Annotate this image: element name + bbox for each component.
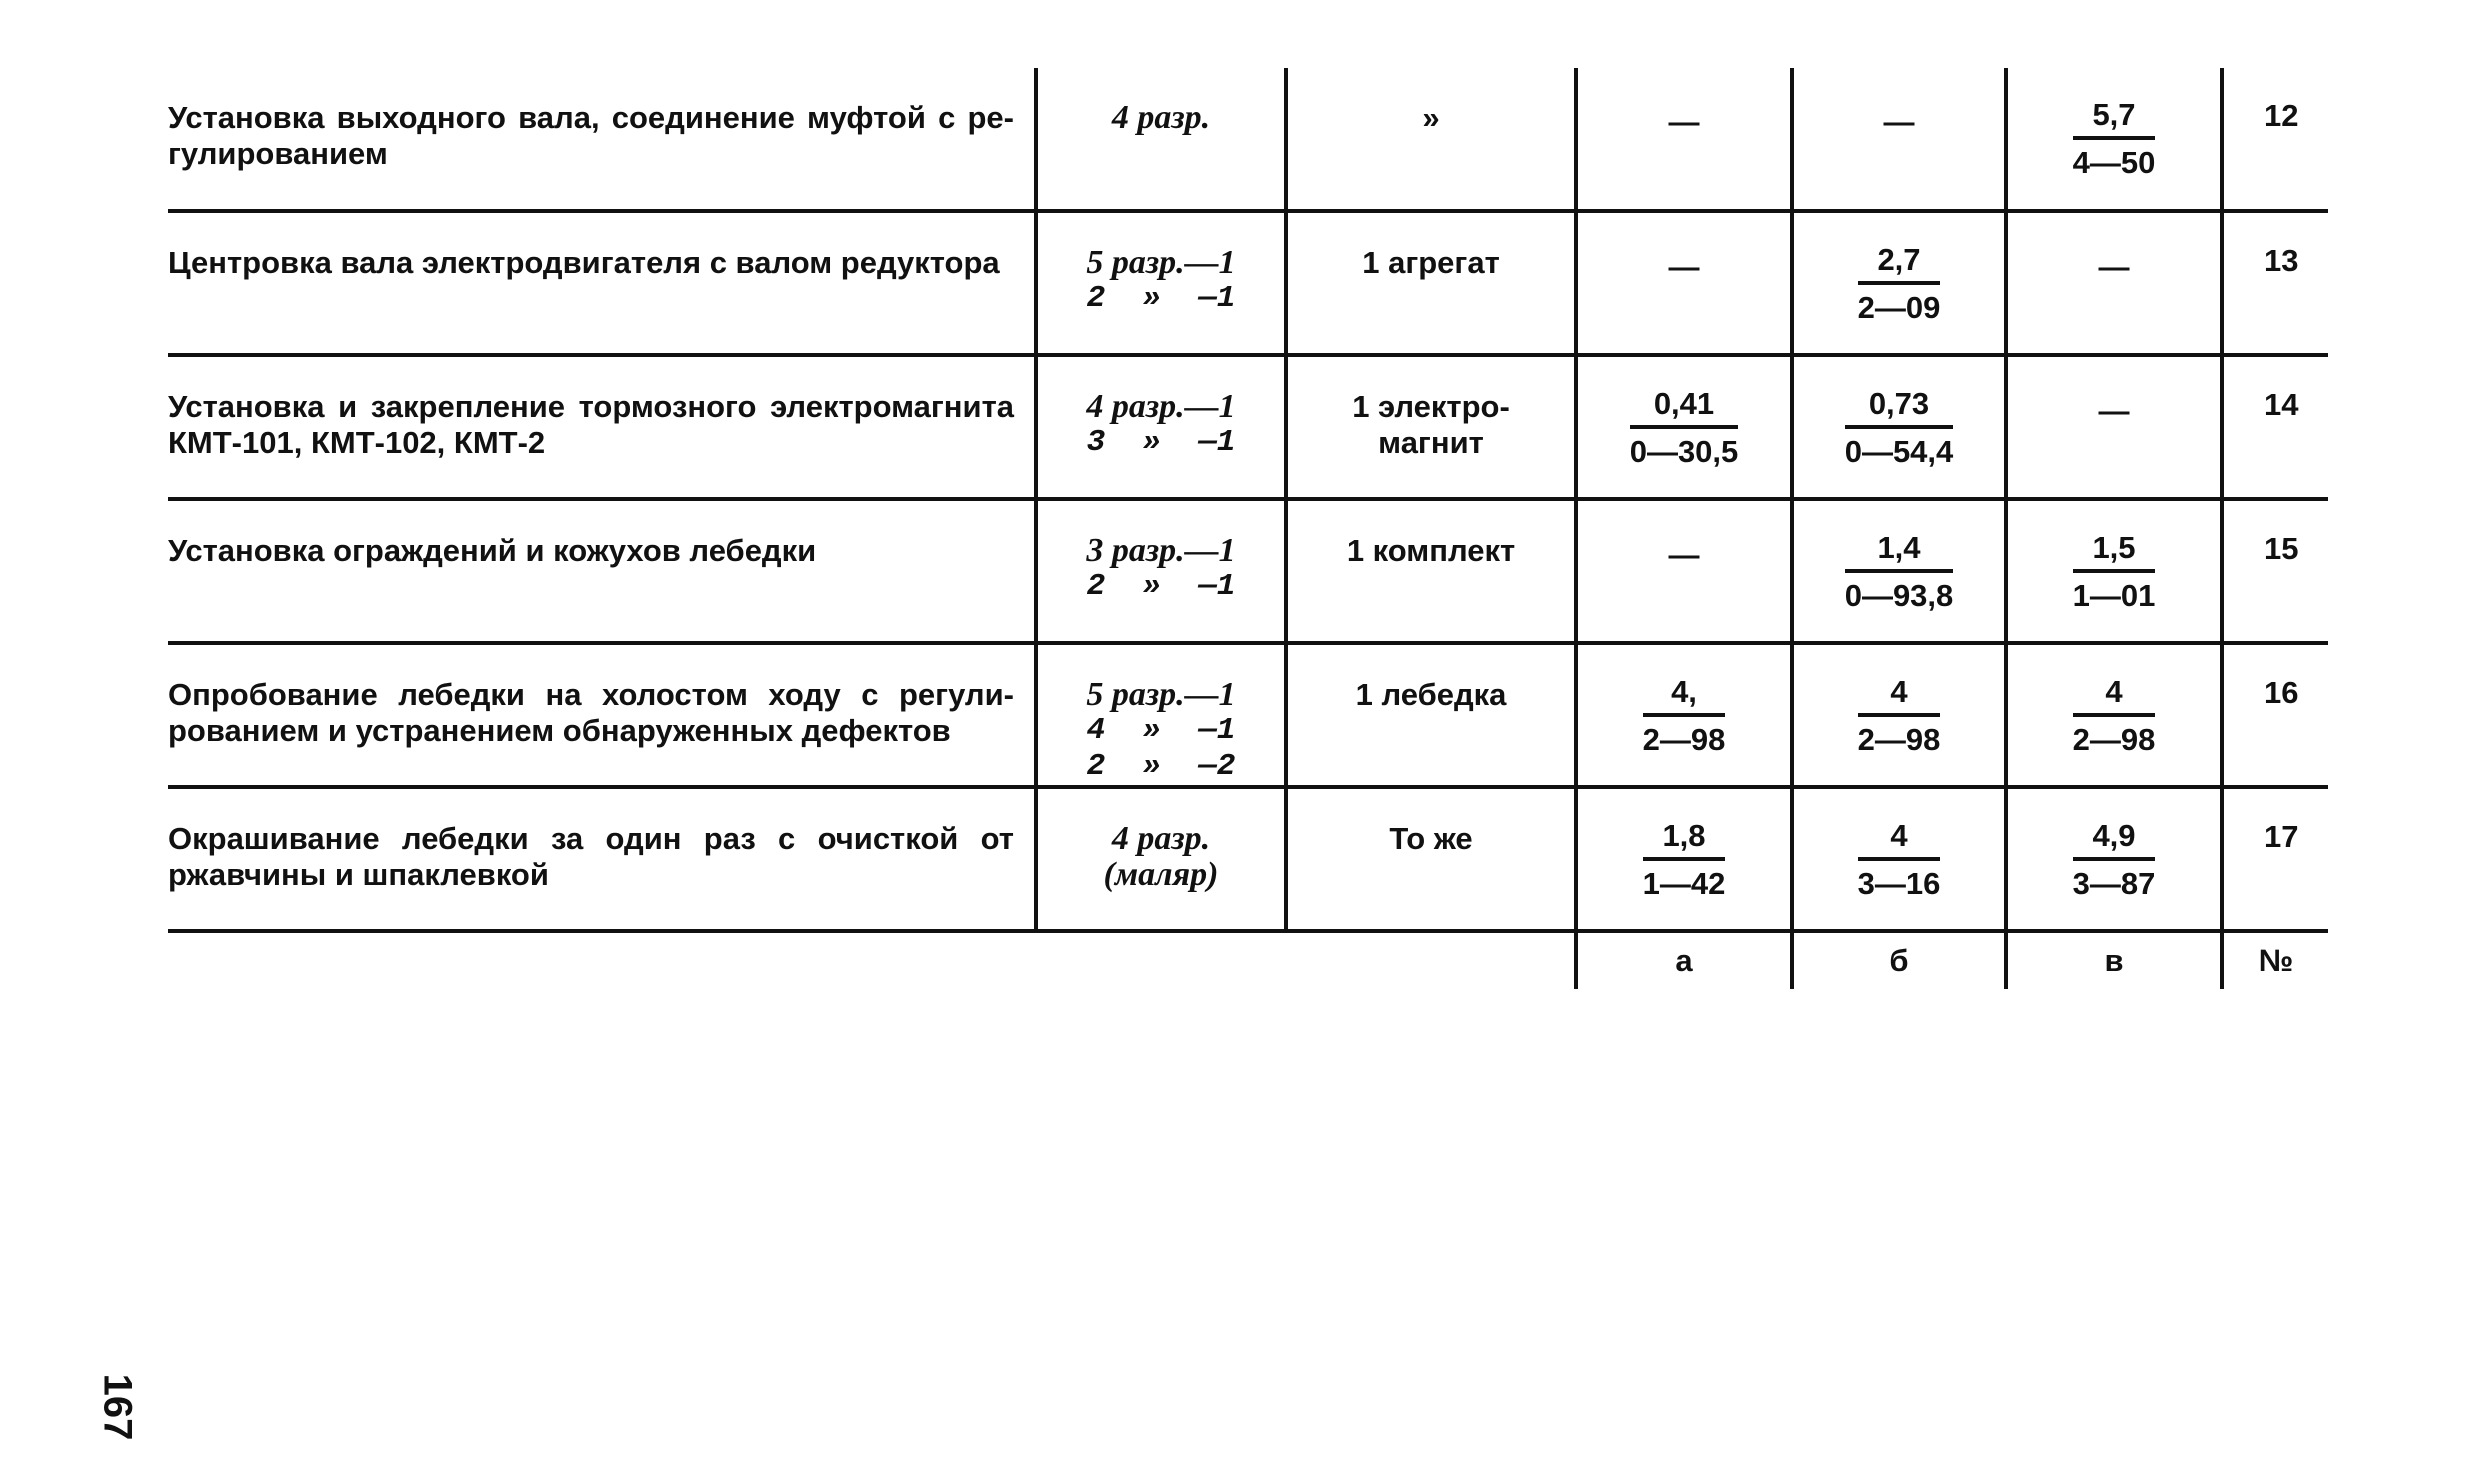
value-cell-a <box>1574 501 1790 641</box>
worker-grade-cell <box>1034 68 1284 209</box>
column-letters-row <box>168 933 2328 989</box>
table-row <box>168 645 2328 789</box>
norm-fraction <box>1630 387 1739 469</box>
worker-grade-cell <box>1034 789 1284 929</box>
norm-fraction <box>1858 819 1941 901</box>
measurement-unit: 1 комплект <box>1284 501 1574 641</box>
page-number <box>92 1362 142 1452</box>
norm-fraction <box>2073 98 2156 180</box>
empty-value-dash: — <box>2098 393 2130 428</box>
worker-grade-line: 3 » —1 <box>1086 425 1236 460</box>
price-value: 3—16 <box>1857 866 1941 901</box>
time-norm-value: 1,5 <box>2073 531 2156 573</box>
value-cell-b <box>1790 501 2004 641</box>
table-body <box>168 68 2328 933</box>
measurement-unit: 1 агрегат <box>1284 213 1574 353</box>
row-number: 13 <box>2220 213 2328 353</box>
work-description: Окрашивание лебедки за один раз с очисткой от ржавчины и шпаклевкой <box>168 821 1014 892</box>
worker-grade-line: 2 » —2 <box>1086 749 1236 784</box>
value-cell-b <box>1790 789 2004 929</box>
measurement-unit: 1 лебедка <box>1284 645 1574 785</box>
value-cell-v <box>2004 213 2220 353</box>
time-norm-value: 4, <box>1643 675 1726 717</box>
time-norm-value: 4 <box>1858 675 1941 717</box>
worker-grade-line: 4 разр. <box>1111 820 1211 857</box>
empty-value-dash: — <box>1883 104 1915 139</box>
price-value: 2—98 <box>1642 722 1726 757</box>
worker-grade-line: 5 разр.—1 <box>1086 676 1236 713</box>
value-cell-v <box>2004 645 2220 785</box>
empty-value-dash: — <box>1668 537 1700 572</box>
table-row <box>168 357 2328 501</box>
table-row <box>168 68 2328 213</box>
time-norm-value: 4,9 <box>2073 819 2156 861</box>
norm-fraction <box>1643 819 1726 901</box>
norm-fraction <box>2073 531 2156 613</box>
price-value: 3—87 <box>2072 866 2156 901</box>
value-cell-a <box>1574 357 1790 497</box>
row-number: 17 <box>2220 789 2328 929</box>
worker-grade-cell <box>1034 501 1284 641</box>
price-value: 0—54,4 <box>1844 434 1954 469</box>
price-value: 4—50 <box>2072 145 2156 180</box>
norm-table <box>168 68 2328 989</box>
value-cell-a <box>1574 645 1790 785</box>
row-number: 15 <box>2220 501 2328 641</box>
norm-fraction <box>1858 243 1941 325</box>
table-row <box>168 789 2328 933</box>
empty-value-dash: — <box>1668 104 1700 139</box>
value-cell-b <box>1790 68 2004 209</box>
table-row <box>168 501 2328 645</box>
norm-fraction <box>2073 675 2156 757</box>
norm-fraction <box>1845 531 1954 613</box>
value-cell-a <box>1574 213 1790 353</box>
value-cell-b <box>1790 357 2004 497</box>
column-letter-v: в <box>2004 933 2220 989</box>
value-cell-a <box>1574 789 1790 929</box>
column-number-sign: № <box>2220 933 2328 989</box>
norm-fraction <box>1845 387 1954 469</box>
price-value: 0—93,8 <box>1844 578 1954 613</box>
value-cell-v <box>2004 501 2220 641</box>
footer-spacer <box>168 933 1574 989</box>
column-letter-a: а <box>1574 933 1790 989</box>
work-description: Опробование лебедки на холостом ходу с регулированием и устранением обнаруженных дефектов <box>168 677 1014 748</box>
price-value: 2—98 <box>1857 722 1941 757</box>
time-norm-value: 5,7 <box>2073 98 2156 140</box>
worker-grade-line: 3 разр.—1 <box>1086 532 1236 569</box>
norm-fraction <box>2073 819 2156 901</box>
worker-grade-cell <box>1034 357 1284 497</box>
norm-fraction <box>1858 675 1941 757</box>
time-norm-value: 1,8 <box>1643 819 1726 861</box>
row-number: 14 <box>2220 357 2328 497</box>
worker-grade-cell <box>1034 213 1284 353</box>
value-cell-b <box>1790 645 2004 785</box>
measurement-unit: » <box>1284 68 1574 209</box>
price-value: 2—98 <box>2072 722 2156 757</box>
time-norm-value: 4 <box>1858 819 1941 861</box>
work-description: Центровка вала электродвигателя с валом редуктора <box>168 245 1000 280</box>
worker-grade-line: 4 разр. <box>1111 99 1211 136</box>
column-letter-b: б <box>1790 933 2004 989</box>
row-number: 12 <box>2220 68 2328 209</box>
table-row <box>168 213 2328 357</box>
empty-value-dash: — <box>1668 249 1700 284</box>
time-norm-value: 1,4 <box>1845 531 1954 573</box>
value-cell-b <box>1790 213 2004 353</box>
time-norm-value: 4 <box>2073 675 2156 717</box>
work-description: Установка выходного вала, соединение муфтой с регулированием <box>168 100 1014 171</box>
work-description: Установка ограждений и кожухов лебедки <box>168 533 817 568</box>
value-cell-v <box>2004 789 2220 929</box>
work-description: Установка и закрепление тормозного электромагнита КМТ-101, КМТ-102, КМТ-2 <box>168 389 1014 460</box>
measurement-unit: То же <box>1284 789 1574 929</box>
worker-grade-line: 5 разр.—1 <box>1086 244 1236 281</box>
page-number-text: 167 <box>95 1373 140 1441</box>
time-norm-value: 0,73 <box>1845 387 1954 429</box>
worker-grade-line: (маляр) <box>1103 856 1219 893</box>
value-cell-v <box>2004 357 2220 497</box>
worker-grade-line: 2 » —1 <box>1086 569 1236 604</box>
worker-grade-cell <box>1034 645 1284 785</box>
price-value: 0—30,5 <box>1629 434 1739 469</box>
row-number: 16 <box>2220 645 2328 785</box>
time-norm-value: 0,41 <box>1630 387 1739 429</box>
empty-value-dash: — <box>2098 249 2130 284</box>
price-value: 2—09 <box>1857 290 1941 325</box>
time-norm-value: 2,7 <box>1858 243 1941 285</box>
measurement-unit: 1 электро- магнит <box>1284 357 1574 497</box>
price-value: 1—42 <box>1642 866 1726 901</box>
worker-grade-line: 2 » —1 <box>1086 281 1236 316</box>
worker-grade-line: 4 » —1 <box>1086 713 1236 748</box>
value-cell-v <box>2004 68 2220 209</box>
value-cell-a <box>1574 68 1790 209</box>
price-value: 1—01 <box>2072 578 2156 613</box>
worker-grade-line: 4 разр.—1 <box>1086 388 1236 425</box>
norm-fraction <box>1643 675 1726 757</box>
